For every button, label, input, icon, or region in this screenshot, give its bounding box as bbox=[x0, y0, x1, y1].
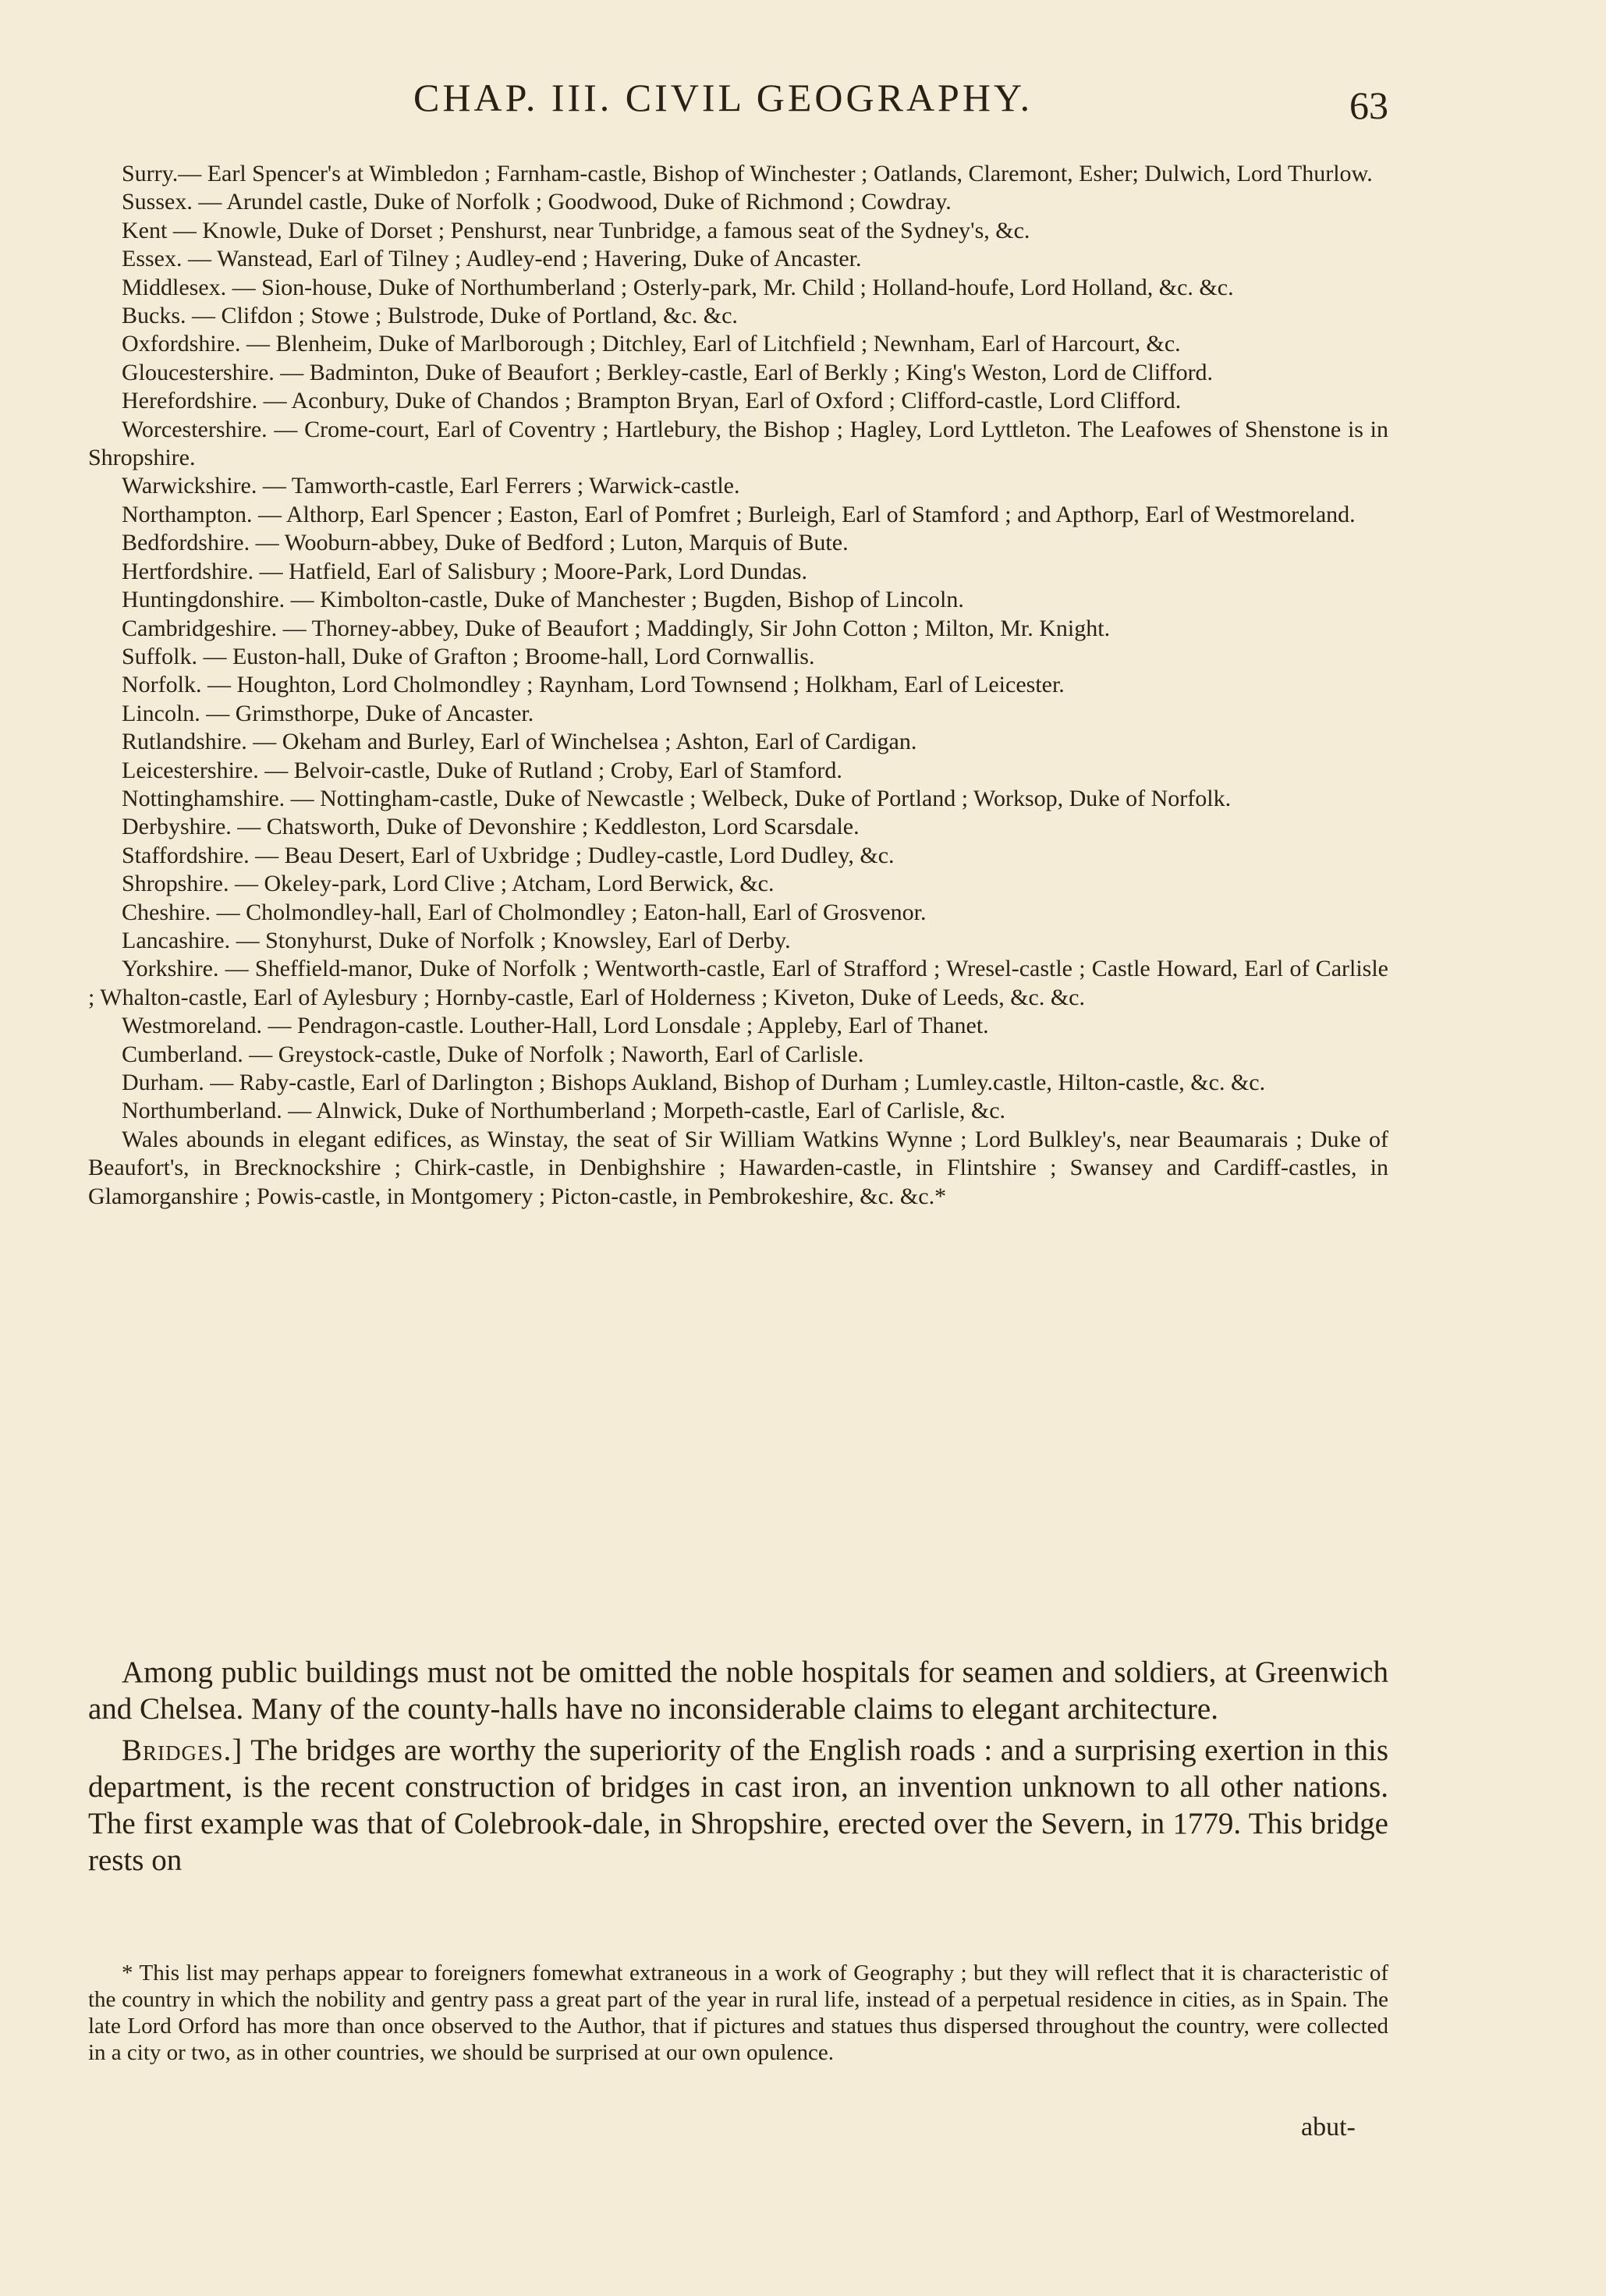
list-item: Northampton. — Althorp, Earl Spencer ; Easton, Earl of Pomfret ; Burleigh, Earl of Stamford ; and Apthorp, Earl of Westmoreland. bbox=[122, 501, 1356, 527]
page-number: 63 bbox=[1349, 83, 1388, 127]
list-item: Yorkshire. — Sheffield-manor, Duke of Norfolk ; Wentworth-castle, Earl of Strafford ; Wresel-castle ; Castle Howard, Earl of Carlisle ; Whalton-castle, Earl of Aylesbury ; Hornby-castle, Earl of Holderness ; Kiveton, Duke of Leeds, &c. &c. bbox=[88, 956, 1388, 1010]
list-item: Huntingdonshire. — Kimbolton-castle, Duke of Manchester ; Bugden, Bishop of Lincoln. bbox=[122, 587, 964, 613]
list-item: Middlesex. — Sion-house, Duke of Northumberland ; Osterly-park, Mr. Child ; Holland-houfe, Lord Holland, &c. &c. bbox=[122, 274, 1234, 300]
list-item: Essex. — Wanstead, Earl of Tilney ; Audley-end ; Havering, Duke of Ancaster. bbox=[122, 246, 862, 272]
list-item: Cheshire. — Cholmondley-hall, Earl of Cholmondley ; Eaton-hall, Earl of Grosvenor. bbox=[122, 899, 927, 925]
list-item: Kent — Knowle, Duke of Dorset ; Penshurst, near Tunbridge, a famous seat of the Sydney's, &c. bbox=[122, 217, 1030, 243]
list-item: Bucks. — Clifdon ; Stowe ; Bulstrode, Duke of Portland, &c. &c. bbox=[122, 303, 738, 329]
list-item: Bedfordshire. — Wooburn-abbey, Duke of Bedford ; Luton, Marquis of Bute. bbox=[122, 530, 849, 556]
list-item: Surry.— Earl Spencer's at Wimbledon ; Farnham-castle, Bishop of Winchester ; Oatlands, Claremont, Esher; Dulwich, Lord Thurlow. bbox=[122, 161, 1373, 186]
list-item: Staffordshire. — Beau Desert, Earl of Uxbridge ; Dudley-castle, Lord Dudley, &c. bbox=[122, 842, 895, 868]
list-item: Oxfordshire. — Blenheim, Duke of Marlborough ; Ditchley, Earl of Litchfield ; Newnham, Earl of Harcourt, &c. bbox=[122, 331, 1181, 357]
list-item: Gloucestershire. — Badminton, Duke of Beaufort ; Berkley-castle, Earl of Berkly ; King's Weston, Lord de Clifford. bbox=[122, 359, 1214, 385]
list-item: Suffolk. — Euston-hall, Duke of Grafton ; Broome-hall, Lord Cornwallis. bbox=[122, 643, 815, 669]
footnote-text: * This list may perhaps appear to foreigners fomewhat extraneous in a work of Geography ; but they will reflect that it is characteristic of the country in which the nobility and gentry pass a great part of the year in rural life, instead of a perpetual residence in cities, as in Spain. The late Lord Orford has more than once observed to the Author, that if pictures and statues thus dispersed throughout the country, were collected in a city or two, as in other countries, we should be surprised at our own opulence. bbox=[88, 1961, 1388, 2065]
list-item: Shropshire. — Okeley-park, Lord Clive ; Atcham, Lord Berwick, &c. bbox=[122, 871, 775, 897]
list-item: Westmoreland. — Pendragon-castle. Louther-Hall, Lord Lonsdale ; Appleby, Earl of Thanet. bbox=[122, 1013, 989, 1039]
running-head: CHAP. III. CIVIL GEOGRAPHY. bbox=[413, 76, 1033, 119]
list-item: Sussex. — Arundel castle, Duke of Norfolk ; Goodwood, Duke of Richmond ; Cowdray. bbox=[122, 189, 952, 215]
footnote bbox=[88, 1960, 1388, 2066]
list-item: Cambridgeshire. — Thorney-abbey, Duke of Beaufort ; Maddingly, Sir John Cotton ; Milton, Mr. Knight. bbox=[122, 615, 1111, 641]
list-item: Northumberland. — Alnwick, Duke of Northumberland ; Morpeth-castle, Earl of Carlisle, &c. bbox=[122, 1098, 1006, 1124]
list-item: Lancashire. — Stonyhurst, Duke of Norfolk ; Knowsley, Earl of Derby. bbox=[122, 927, 791, 953]
list-item: Rutlandshire. — Okeham and Burley, Earl of Winchelsea ; Ashton, Earl of Cardigan. bbox=[122, 729, 917, 755]
list-item: Herefordshire. — Aconbury, Duke of Chandos ; Brampton Bryan, Earl of Oxford ; Clifford-castle, Lord Clifford. bbox=[122, 388, 1182, 414]
list-item: Durham. — Raby-castle, Earl of Darlington ; Bishops Aukland, Bishop of Durham ; Lumley.castle, Hilton-castle, &c. &c. bbox=[122, 1070, 1266, 1095]
list-item: Cumberland. — Greystock-castle, Duke of Norfolk ; Naworth, Earl of Carlisle. bbox=[122, 1041, 864, 1067]
paragraph-bridges-text: The bridges are worthy the superiority of the English roads : and a surprising exertion in this department, is the recent construction of bridges in cast iron, an invention unknown to all other nations. The first example was that of Colebrook-dale, in Shropshire, erected over the Severn, in 1779. This bridge rests on bbox=[88, 1734, 1388, 1877]
list-item: Derbyshire. — Chatsworth, Duke of Devonshire ; Keddleston, Lord Scarsdale. bbox=[122, 814, 860, 840]
catchword: abut- bbox=[1301, 2113, 1356, 2142]
paragraph-bridges bbox=[88, 1732, 1388, 1879]
list-item: Nottinghamshire. — Nottingham-castle, Duke of Newcastle ; Welbeck, Duke of Portland ; Worksop, Duke of Norfolk. bbox=[122, 785, 1232, 811]
list-item: Norfolk. — Houghton, Lord Cholmondley ; Raynham, Lord Townsend ; Holkham, Earl of Leicester. bbox=[122, 672, 1065, 698]
list-item: Worcestershire. — Crome-court, Earl of Coventry ; Hartlebury, the Bishop ; Hagley, Lord Lyttleton. The Leafowes of Shenstone is in Shropshire. bbox=[88, 416, 1388, 471]
sidenote-bridges: Bridges.] bbox=[122, 1734, 243, 1767]
list-item: Warwickshire. — Tamworth-castle, Earl Ferrers ; Warwick-castle. bbox=[122, 473, 740, 499]
paragraph-hospitals: Among public buildings must not be omitted the noble hospitals for seamen and soldiers, at Greenwich and Chelsea. Many of the county-halls have no inconsiderable claims to elegant architecture. bbox=[88, 1655, 1388, 1726]
list-item: Leicestershire. — Belvoir-castle, Duke of Rutland ; Croby, Earl of Stamford. bbox=[122, 757, 842, 783]
list-item: Lincoln. — Grimsthorpe, Duke of Ancaster. bbox=[122, 700, 534, 726]
list-item: Hertfordshire. — Hatfield, Earl of Salisbury ; Moore-Park, Lord Dundas. bbox=[122, 558, 807, 584]
list-item: Wales abounds in elegant edifices, as Winstay, the seat of Sir William Watkins Wynne ; Lord Bulkley's, near Beaumarais ; Duke of Beaufort's, in Brecknockshire ; Chirk-castle, in Denbighshire ; Hawarden-castle, in Flintshire ; Swansey and Cardiff-castles, in Glamorganshire ; Powis-castle, in Montgomery ; Picton-castle, in Pembrokeshire, &c. &c.* bbox=[88, 1126, 1388, 1209]
body-text bbox=[88, 1654, 1388, 1883]
county-seats-list bbox=[88, 160, 1388, 1211]
